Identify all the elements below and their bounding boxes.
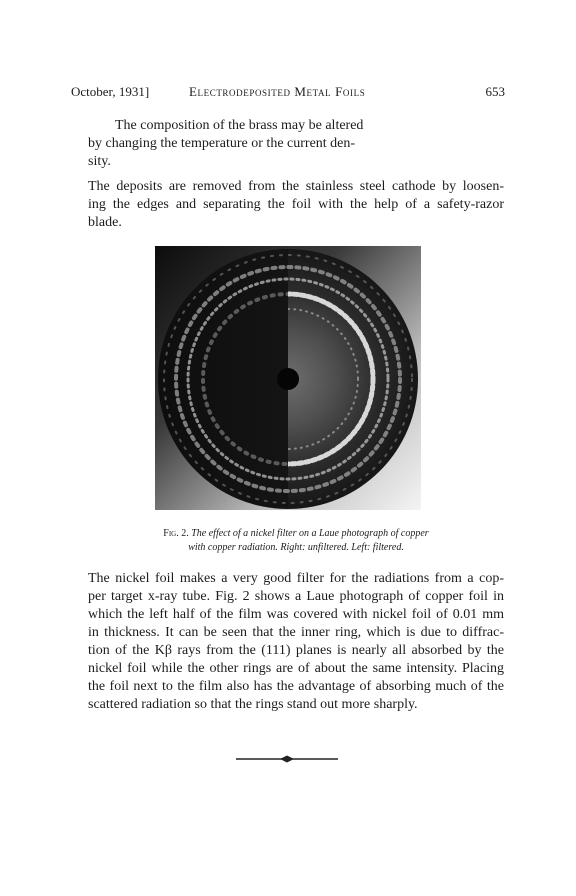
end-ornament: [236, 754, 338, 764]
paragraph-cathode: [88, 178, 504, 232]
text-line: scattered radiation so that the rings stand out more sharply.: [88, 697, 418, 712]
text-line: The deposits are removed from the stainless steel cathode by loosen-: [88, 179, 504, 194]
text-line: the foil next to the film also has the advantage of absorbing much of the: [88, 679, 504, 694]
quoted-text: [88, 117, 408, 171]
text-line: per target x-ray tube. Fig. 2 shows a Laue photograph of copper foil in: [88, 589, 504, 604]
figure-label: Fig. 2.: [163, 528, 189, 539]
quote-line: by changing the temperature or the current den-: [88, 136, 356, 151]
laue-photograph-image: [155, 246, 421, 510]
laue-photograph: [155, 246, 421, 510]
running-header: [71, 84, 505, 102]
header-date: October, 1931]: [71, 84, 150, 99]
text-line: blade.: [88, 215, 122, 230]
figure-caption: [88, 527, 504, 555]
caption-text: with copper radiation. Right: unfiltered. Left: filtered.: [188, 542, 404, 553]
text-line: The nickel foil makes a very good filter for the radiations from a cop-: [88, 571, 504, 586]
paragraph-nickel-filter: [88, 570, 504, 714]
text-line: nickel foil while the other rings are of about the same intensity. Placing: [88, 661, 504, 676]
header-running-title: Electrodeposited Metal Foils: [189, 84, 366, 99]
caption-text: The effect of a nickel filter on a Laue photograph of copper: [191, 528, 429, 539]
text-line: tion of the Kβ rays from the (111) planes is nearly all absorbed by the: [88, 643, 504, 658]
quote-line: sity.: [88, 154, 111, 169]
text-line: which the left half of the film was covered with nickel foil of 0.01 mm: [88, 607, 504, 622]
beam-stop: [277, 368, 299, 390]
text-line: in thickness. It can be seen that the inner ring, which is due to diffrac-: [88, 625, 504, 640]
quote-line: The composition of the brass may be altered: [115, 118, 364, 133]
text-line: ing the edges and separating the foil with the help of a safety-razor: [88, 197, 504, 212]
page-number: 653: [485, 84, 505, 99]
